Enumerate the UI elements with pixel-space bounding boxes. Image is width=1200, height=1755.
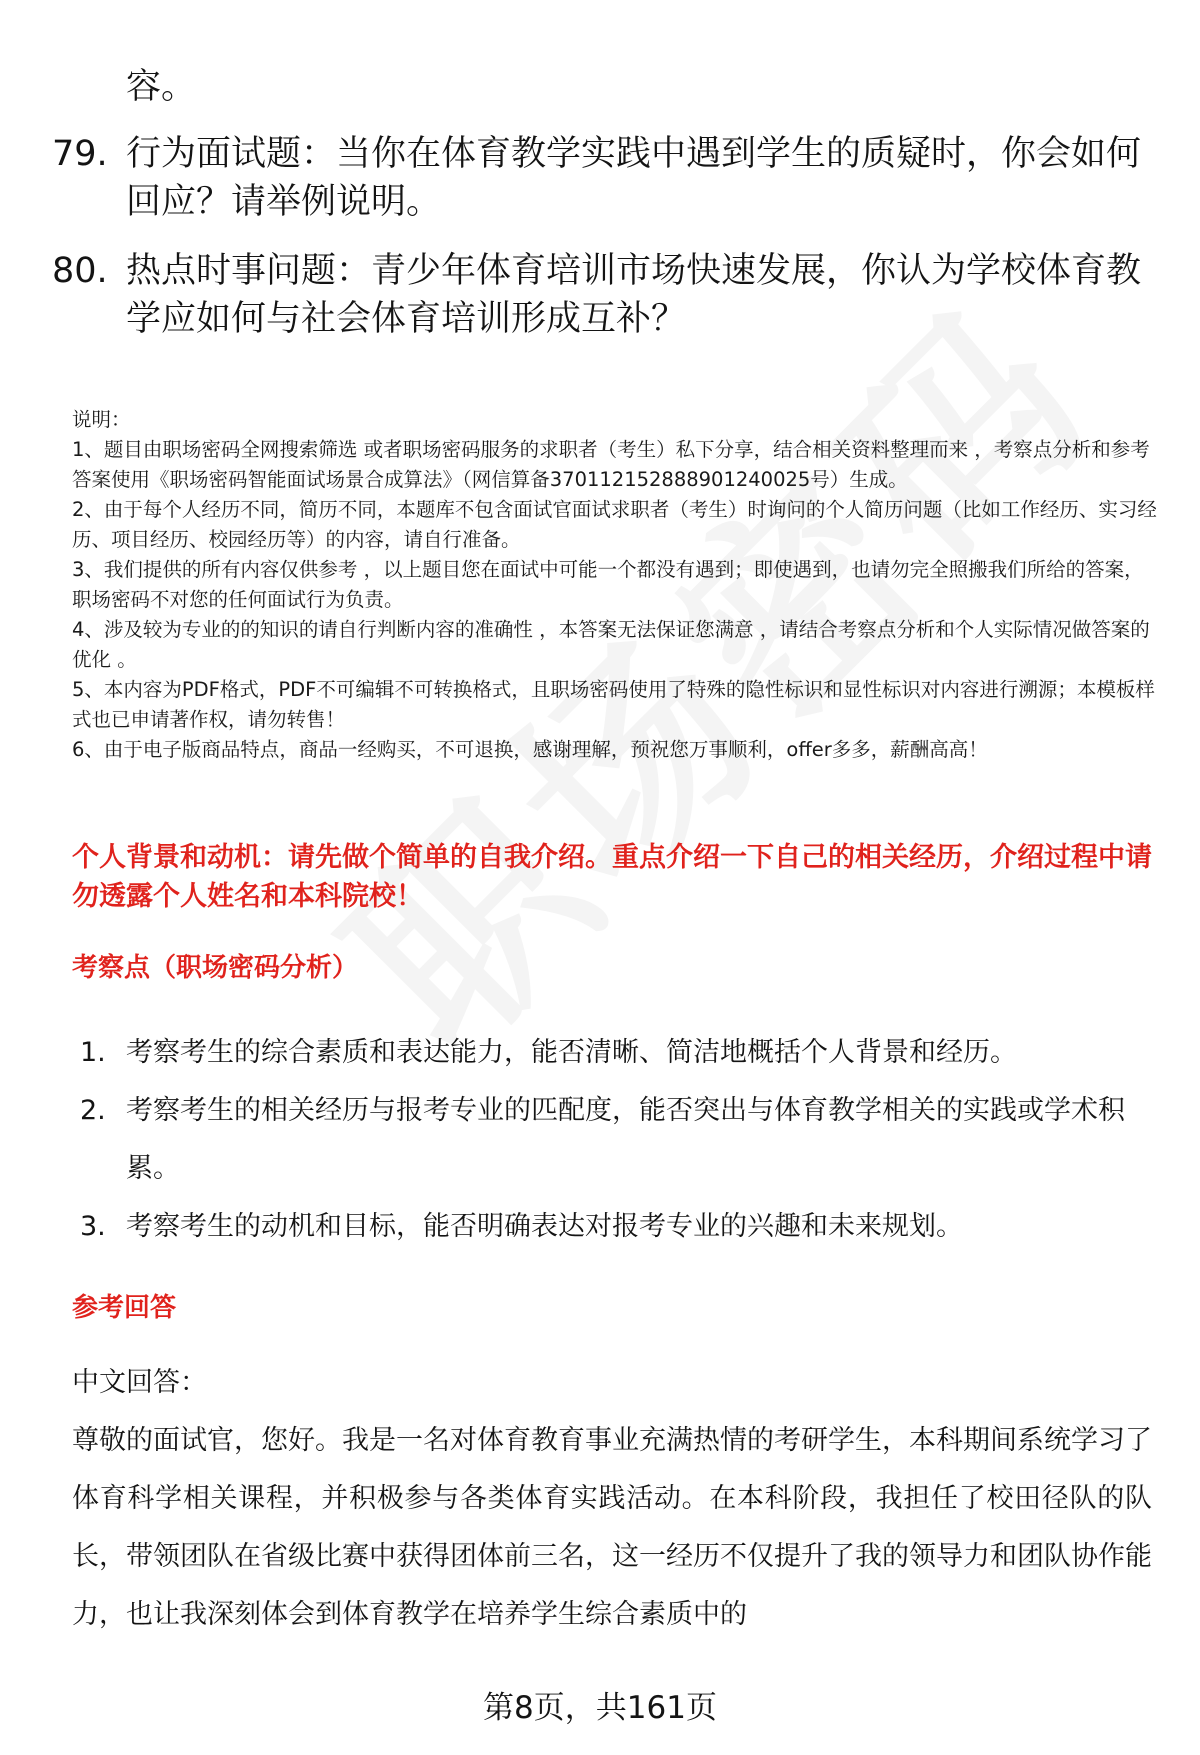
question-text: 热点时事问题：青少年体育培训市场快速发展，你认为学校体育教学应如何与社会体育培训形成互补？ — [126, 251, 1142, 339]
question-number: 80. — [52, 251, 108, 291]
point-text: 考察考生的动机和目标，能否明确表达对报考专业的兴趣和未来规划。 — [126, 1211, 963, 1242]
point-number: 3. — [80, 1211, 106, 1242]
answer-body: 尊敬的面试官，您好。我是一名对体育教育事业充满热情的考研学生，本科期间系统学习了体育科学相关课程，并积极参与各类体育实践活动。在本科阶段，我担任了校田径队的队长，带领团队在省级比赛中获得团体前三名，这一经历不仅提升了我的领导力和团队协作能力，也让我深刻体会到体育教学在培养学生综合素质中的 — [72, 1425, 1152, 1630]
note-item: 4、涉及较为专业的的知识的请自行判断内容的准确性 ，本答案无法保证您满意 ，请结合考察点分析和个人实际情况做答案的优化 。 — [72, 618, 1150, 671]
continued-text: 容。 — [126, 67, 197, 107]
note-item: 5、本内容为PDF格式，PDF不可编辑不可转换格式，且职场密码使用了特殊的隐性标识和显性标识对内容进行溯源；本模板样式也已申请著作权，请勿转售！ — [72, 678, 1155, 731]
point-text: 考察考生的综合素质和表达能力，能否清晰、简洁地概括个人背景和经历。 — [126, 1037, 1017, 1068]
notes-section — [72, 405, 1162, 765]
page-footer: 第8页，共161页 — [483, 1690, 717, 1726]
point-item — [80, 1198, 1170, 1256]
point-item — [80, 1024, 1170, 1082]
question-text: 行为面试题：当你在体育教学实践中遇到学生的质疑时，你会如何回应？请举例说明。 — [126, 134, 1142, 222]
answer-label: 中文回答： — [72, 1367, 207, 1398]
note-item: 3、我们提供的所有内容仅供参考 ，以上题目您在面试中可能一个都没有遇到；即使遇到，也请勿完全照搬我们所给的答案，职场密码不对您的任何面试行为负责。 — [72, 558, 1144, 611]
points-heading: 考察点（职场密码分析） — [72, 953, 359, 983]
question-number: 79. — [52, 134, 108, 174]
point-number: 1. — [80, 1037, 106, 1068]
note-item: 6、由于电子版商品特点，商品一经购买，不可退换，感谢理解，预祝您万事顺利，offer多多，薪酬高高！ — [72, 738, 988, 761]
notes-title: 说明： — [72, 408, 131, 431]
note-item: 2、由于每个人经历不同，简历不同，本题库不包含面试官面试求职者（考生）时询问的个人简历问题（比如工作经历、实习经历、项目经历、校园经历等）的内容，请自行准备。 — [72, 498, 1157, 551]
question-prompt: 个人背景和动机：请先做个简单的自我介绍。重点介绍一下自己的相关经历，介绍过程中请勿透露个人姓名和本科院校！ — [72, 842, 1152, 912]
point-number: 2. — [80, 1095, 106, 1126]
question-80 — [52, 247, 1152, 343]
points-list — [80, 1024, 1170, 1256]
note-item: 1、题目由职场密码全网搜索筛选 或者职场密码服务的求职者（考生）私下分享，结合相关资料整理而来 ，考察点分析和参考答案使用《职场密码智能面试场景合成算法》（网信算备370112152888901240025号）生成。 — [72, 438, 1150, 491]
point-item — [80, 1082, 1170, 1198]
point-text: 考察考生的相关经历与报考专业的匹配度，能否突出与体育教学相关的实践或学术积累。 — [126, 1095, 1125, 1184]
answer-heading: 参考回答 — [72, 1293, 177, 1323]
question-79 — [52, 130, 1152, 226]
